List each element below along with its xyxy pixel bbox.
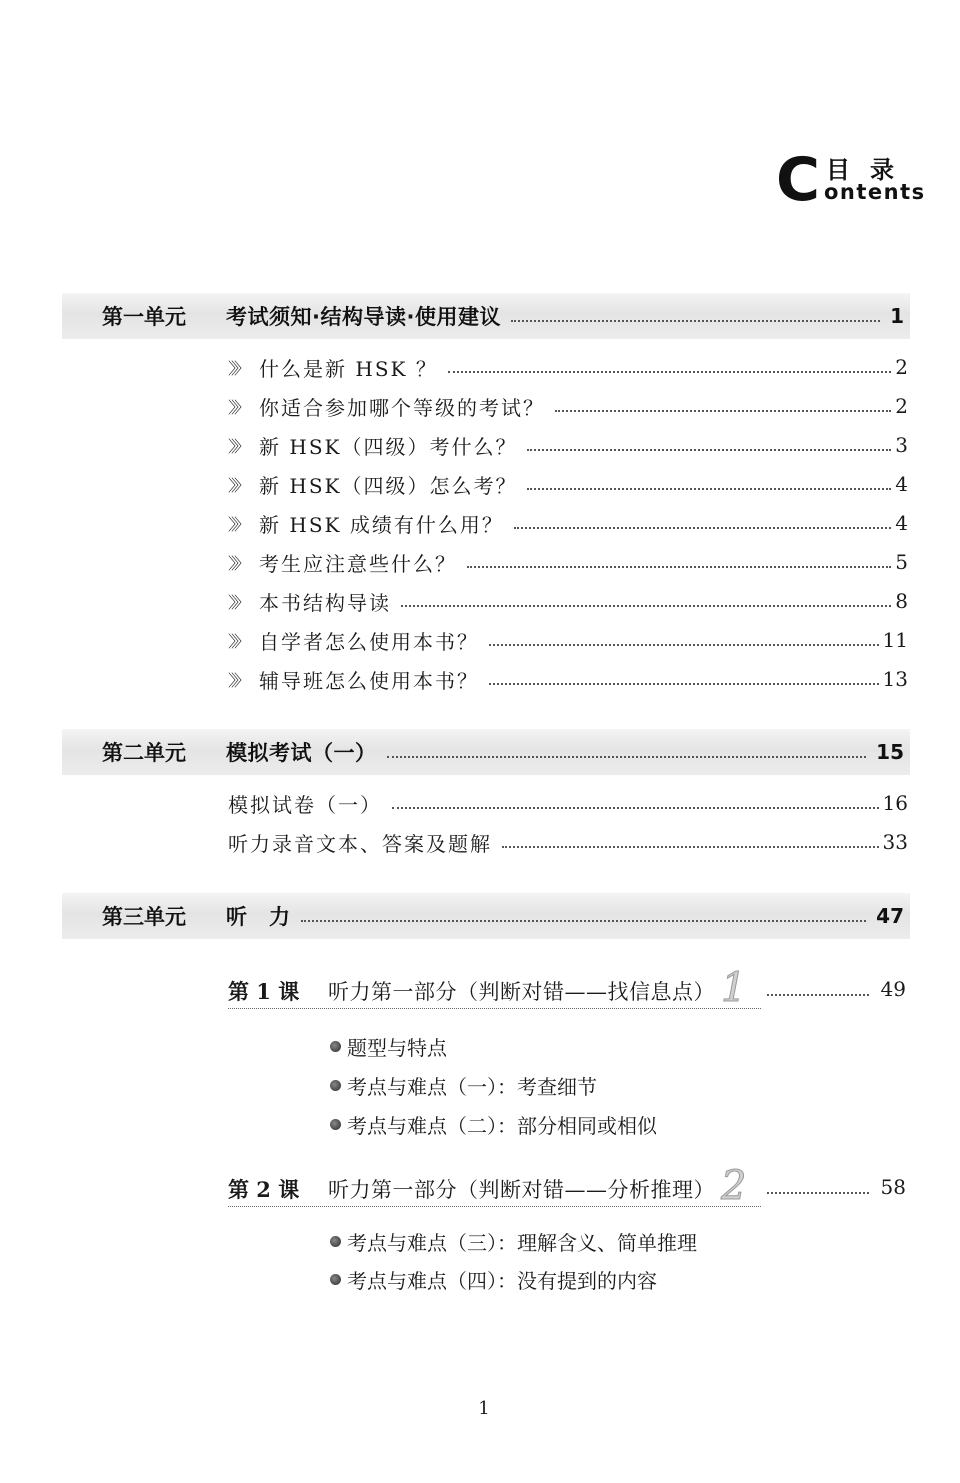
unit-title: 考试须知·结构导读·使用建议 [226,305,501,329]
point-text: 考点与难点（三）：理解含义、简单推理 [347,1230,697,1255]
dot-leader [387,756,867,758]
dot-leader [767,994,869,996]
bullet-dot-icon [330,1119,341,1130]
triple-chevron-icon: 〉〉〉 [228,397,246,417]
toc-entry[interactable] [228,430,908,460]
unit-page: 47 [876,904,904,928]
lesson-point [330,1070,597,1100]
dot-leader [401,605,891,607]
entry-title: 你适合参加哪个等级的考试？ [259,395,546,420]
triple-chevron-icon: 〉〉〉 [228,631,246,651]
dot-leader [511,320,880,322]
toc-entry[interactable] [228,586,908,616]
unit-number: 第二单元 [102,741,186,765]
dot-leader [467,566,891,568]
point-text: 考点与难点（二）：部分相同或相似 [347,1113,657,1138]
unit-number: 第一单元 [102,305,186,329]
point-text: 题型与特点 [347,1035,447,1060]
lesson-number: 第 1 课 [228,978,300,1004]
dot-leader [448,371,891,373]
toc-entry[interactable] [228,625,908,655]
entry-page: 13 [882,667,908,691]
entry-title: 新 HSK（四级）考什么？ [259,434,518,459]
page-number: 1 [478,1398,490,1419]
lesson-heading [228,964,761,1011]
triple-chevron-icon: 〉〉〉 [228,475,246,495]
entry-page: 4 [895,472,908,496]
unit-page: 15 [876,740,904,764]
toc-unit-1[interactable] [62,293,910,339]
entry-title: 什么是新 HSK ？ [259,356,438,381]
entry-title: 辅导班怎么使用本书？ [259,668,480,693]
entry-page: 5 [895,550,908,574]
toc-unit-2[interactable] [62,729,910,775]
toc-entry[interactable] [228,788,908,818]
toc-entry[interactable] [228,469,908,499]
bullet-dot-icon [330,1041,341,1052]
unit-title: 模拟考试（一） [226,741,377,765]
triple-chevron-icon: 〉〉〉 [228,670,246,690]
lesson-title: 听力第一部分（判断对错——找信息点） [328,979,715,1004]
lesson-point [330,1031,447,1061]
entry-title: 新 HSK（四级）怎么考？ [259,473,518,498]
lesson-page: 49 [880,977,906,1001]
triple-chevron-icon: 〉〉〉 [228,436,246,456]
contents-heading [776,145,926,215]
toc-entry[interactable] [228,827,908,857]
dot-leader [527,449,891,451]
contents-title-en: ontents [824,180,926,204]
lesson-numeral-graphic: 1 [721,964,747,1011]
entry-page: 11 [882,628,908,652]
bullet-dot-icon [330,1236,341,1247]
point-text: 考点与难点（四）：没有提到的内容 [347,1268,657,1293]
triple-chevron-icon: 〉〉〉 [228,514,246,534]
dot-leader [767,1192,869,1194]
lesson-page: 58 [880,1175,906,1199]
entry-title: 自学者怎么使用本书？ [259,629,480,654]
entry-title: 考生应注意些什么？ [259,551,458,576]
dot-leader [301,920,867,922]
bullet-dot-icon [330,1080,341,1091]
toc-lesson-2[interactable] [228,1162,908,1209]
lesson-point [330,1264,657,1294]
triple-chevron-icon: 〉〉〉 [228,592,246,612]
triple-chevron-icon: 〉〉〉 [228,358,246,378]
dot-leader [502,846,879,848]
dot-leader [489,644,879,646]
dot-leader [527,488,891,490]
dot-leader [514,527,891,529]
entry-title: 本书结构导读 [259,590,392,615]
bullet-dot-icon [330,1274,341,1285]
dot-leader [392,807,879,809]
entry-page: 3 [895,433,908,457]
toc-unit-3[interactable] [62,893,910,939]
entry-page: 16 [882,791,908,815]
contents-big-c: C [776,145,821,215]
entry-title: 新 HSK 成绩有什么用？ [259,512,504,537]
toc-entry[interactable] [228,547,908,577]
entry-page: 2 [895,355,908,379]
toc-entry[interactable] [228,391,908,421]
lesson-numeral-graphic: 2 [721,1162,747,1209]
entry-title: 模拟试卷（一） [228,792,382,817]
contents-title-cn: 目录 [826,156,914,184]
lesson-point [330,1226,697,1256]
entry-page: 4 [895,511,908,535]
point-text: 考点与难点（一）：考查细节 [347,1074,597,1099]
entry-page: 8 [895,589,908,613]
unit-title: 听 力 [226,905,291,929]
lesson-heading [228,1162,761,1209]
entry-title: 听力录音文本、答案及题解 [228,831,492,856]
toc-lesson-1[interactable] [228,964,908,1011]
lesson-title: 听力第一部分（判断对错——分析推理） [328,1177,715,1202]
entry-page: 33 [882,830,908,854]
triple-chevron-icon: 〉〉〉 [228,553,246,573]
toc-entry[interactable] [228,664,908,694]
unit-page: 1 [890,304,904,328]
unit-number: 第三单元 [102,905,186,929]
lesson-point [330,1109,657,1139]
toc-entry[interactable] [228,352,908,382]
lesson-number: 第 2 课 [228,1176,300,1202]
dot-leader [489,683,879,685]
toc-entry[interactable] [228,508,908,538]
entry-page: 2 [895,394,908,418]
dot-leader [555,410,891,412]
